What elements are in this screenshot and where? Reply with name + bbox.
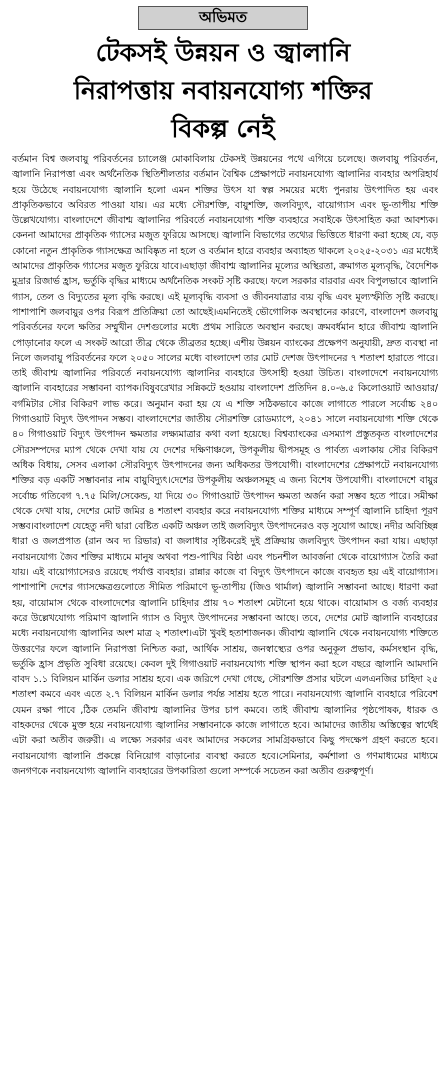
article-body: বর্তমান বিশ্ব জলবায়ু পরিবর্তনের চ্যালেঞ্জ মোকাবিলায় টেকসই উন্নয়নের পথে এগিয়ে চলেছে। জলবায়ু পরিবর্তন, জ্বালানি নিরাপত্তা এবং অর্থনৈতিক স্থিতিশীলতার বর্তমান বৈশ্বিক প্রেক্ষাপটে নবায়নযোগ্য জ্বালানির ব্যবহার অপরিহার্য হয়ে উঠেছে নবায়নযোগ্য জ্বালানি হলো এমন শক্তির উৎস যা স্বল্প সময়ের মধ্যে পুনরায় উৎপাদিত হয় এবং প্রাকৃতিকভাবে অবিরত পাওয়া যায়। এর মধ্যে সৌরশক্তি, বায়ুশক্তি, জলবিদ্যুৎ, বায়োগ্যাস এবং ভূ-তাপীয় শক্তি উল্লেখযোগ্য। বাংলাদেশে জীবাশ্ম জ্বালানির পরিবর্তে নবায়নযোগ্য শক্তি ব্যবহারে সবাইকে উৎসাহিত করা আবশ্যক। কেননা আমাদের প্রাকৃতিক গ্যাসের মজুত ফুরিয়ে আসছে। জ্বালানি বিভাগের তথ্যের ভিত্তিতে ধারণা করা হচ্ছে যে, বড় কোনো নতুন প্রাকৃতিক গ্যাসক্ষেত্র আবিষ্কৃত না হলে ও বর্তমান হারে ব্যবহার অব্যাহত থাকলে ২০২৫-২০৩১ এর মধ্যেই আমাদের প্রাকৃতিক গ্যাসের মজুত ফুরিয়ে যাবে।এছাড়া জীবাশ্ম জ্বালানির মূল্যের অস্থিরতা, ক্রমাগত মূল্যবৃদ্ধি, বৈদেশিক মুদ্রার রিজার্ভ হ্রাস, ভর্তুকি বৃদ্ধির মাধ্যমে অর্থনৈতিক সংকট সৃষ্টি করছে। ফলে সরকার বারবার এবং বিপুলভাবে জ্বালানি গ্যাস, তেল ও বিদ্যুতের মূল্য বৃদ্ধি করছে। এই মূল্যবৃদ্ধি ব্যবসা ও জীবনযাত্রার ব্যয় বৃদ্ধি এবং মূল্যস্ফীতি সৃষ্টি করছে। পাশাপাশি জলবায়ুর ওপর বিরূপ প্রতিক্রিয়া তো আছেই।এমনিতেই ভৌগোলিক অবস্থানের কারণে, বাংলাদেশ জলবায়ু পরিবর্তনের ফলে ক্ষতির সম্মুখীন দেশগুলোর মধ্যে প্রথম সারিতে অবস্থান করছে। ক্রমবর্ধমান হারে জীবাশ্ম জ্বালানি পোড়ানোর ফলে এ সংকট আরো তীব্র থেকে তীব্রতর হচ্ছে। এশীয় উন্নয়ন ব্যাংকের প্রক্ষেপণ অনুযায়ী, দ্রুত ব্যবস্থা না নিলে জলবায়ু পরিবর্তনের ফলে ২০৫০ সালের মধ্যে বাংলাদেশ তার মোট দেশজ উৎপাদনের ৭ শতাংশ হারাতে পারে। তাই জীবাশ্ম জ্বালানির পরিবর্তে নবায়নযোগ্য জ্বালানির ব্যবহারে উৎসাহী হওয়া উচিত। বাংলাদেশে নবায়নযোগ্য জ্বালানি ব্যবহারের সম্ভাবনা ব্যাপক।বিষুবরেখার সন্নিকটে হওয়ায় বাংলাদেশ প্রতিদিন ৪.০-৬.৫ কিলোওয়াট আওয়ার/বর্গমিটার সৌর বিকিরণ লাভ করে। অনুমান করা হয় যে এ শক্তি সঠিকভাবে কাজে লাগাতে পারলে সর্বোচ্চ ২৪০ গিগাওয়াট বিদ্যুৎ উৎপাদন সম্ভব। বাংলাদেশের জাতীয় সৌরশক্তি রোডম্যাপে, ২০৪১ সালে নবায়নযোগ্য শক্তি থেকে ৪০ গিগাওয়াট বিদ্যুৎ উৎপাদন ক্ষমতার লক্ষ্যমাত্রার কথা বলা হয়েছে। বিশ্বব্যাংকের এসম্যাপ প্রস্তুতকৃত বাংলাদেশের সৌরসম্পদের ম্যাপ থেকে দেখা যায় যে দেশের দক্ষিণাঞ্চলে, উপকূলীয় দ্বীপসমূহ ও পার্বত্য এলাকায় সৌর বিকিরণ অধিক বিধায়, সেসব এলাকা সৌরবিদ্যুৎ উৎপাদনের জন্য অধিকতর উপযোগী। বাংলাদেশের প্রেক্ষাপটে নবায়নযোগ্য শক্তির বড় একটি সম্ভাবনার নাম বায়ুবিদ্যুৎ।দেশের উপকূলীয় অঞ্চলসমূহ এ জন্য বিশেষ উপযোগী। বাংলাদেশে বায়ুর সর্বোচ্চ গতিবেগ ৭.৭৫ মিলি/সেকেন্ড, যা দিয়ে ৩০ গিগাওয়াট উৎপাদন ক্ষমতা অর্জন করা সম্ভব হতে পারে। সমীক্ষা থেকে দেখা যায়, দেশের মোট জমির ৪ শতাংশ ব্যবহার করে নবায়নযোগ্য শক্তির মাধ্যমে সম্পূর্ণ জ্বালানি চাহিদা পূরণ সম্ভব।বাংলাদেশ যেহেতু নদী দ্বারা বেষ্টিত একটি অঞ্চল তাই জলবিদ্যুৎ উৎপাদনেরও বড় সুযোগ আছে। নদীর অবিচ্ছিন্ন ধারা ও জলপ্রপাত (রান অব দ্য রিভার) বা জলাধার সৃষ্টিকরেই দুই প্রক্রিয়ায় জলবিদ্যুৎ উৎপাদন করা যায়। এছাড়া নবায়নযোগ্য জৈব শক্তির মাধ্যমে মানুষ অথবা পশু-পাখির বিষ্ঠা এবং পচনশীল আবর্জনা থেকে বায়োগ্যাস তৈরি করা যায়। এই বায়োগ্যাসেরও রয়েছে পর্যাপ্ত ব্যবহার। রান্নার কাজে বা বিদ্যুৎ উৎপাদনে কাজে ব্যবহৃত হয় এই বায়োগ্যাস। পাশাপাশি দেশের গ্যাসক্ষেত্রগুলোতে সীমিত পরিমাণে ভূ-তাপীয় (জিও থার্মাল) জ্বালানি সম্ভাবনা আছে। ধারণা করা হয়, বায়োমাস থেকে বাংলাদেশের জ্বালানি চাহিদার প্রায় ৭০ শতাংশ মেটানো হয়ে থাকে। বায়োমাস ও বর্জ্য ব্যবহার করে উল্লেখযোগ্য পরিমাণ জ্বালানি গ্যাস ও বিদ্যুৎ উৎপাদনের সম্ভাবনা আছে। তবে, দেশের মোট জ্বালানি ব্যবহারের মধ্যে নবায়নযোগ্য জ্বালানির অংশ মাত্র ২ শতাংশ।এটা খুবই হতাশাজনক। জীবাশ্ম জ্বালানি থেকে নবায়নযোগ্য শক্তিতে উত্তরণের ফলে জ্বালানি নিরাপত্তা নিশ্চিত করা, আর্থিক সাশ্রয়, জনস্বাস্থ্যের ওপর অনুকূল প্রভাব, কর্মসংস্থান বৃদ্ধি, ভর্তুকি হ্রাস প্রভৃতি সুবিধা রয়েছে। কেবল দুই গিগাওয়াট নবায়নযোগ্য শক্তি স্থাপন করা হলে বছরে জ্বালানি আমদানি বাবদ ১.১ বিলিয়ন মার্কিন ডলার সাশ্রয় হবে। এক জরিপে দেখা গেছে, সৌরশক্তি প্রসার ঘটলে এলএনজির চাহিদা ২৫ শতাংশ কমবে এবং এতে ২.৭ বিলিয়ন মার্কিন ডলার পর্যন্ত সাশ্রয় হতে পারে। নবায়নযোগ্য জ্বালানি ব্যবহারে পরিবেশ যেমন রক্ষা পাবে ,ঠিক তেমনি জীবাশ্ম জ্বালানির উপর চাপ কমবে। তাই জীবাশ্ম জ্বালানির পৃষ্ঠপোষক, ধারক ও বাহকদের থেকে মুক্ত হয়ে নবায়নযোগ্য জ্বালানির সম্ভাবনাকে কাজে লাগাতে হবে। আমাদের জাতীয় অস্তিত্বের স্বার্থেই এটা করা অতীব জরুরী। এ লক্ষ্যে সরকার এবং আমাদের সকলের সামগ্রিকভাবে কিছু পদক্ষেপ গ্রহণ করতে হবে।নবায়নযোগ্য জ্বালানি প্রকল্পে বিনিয়োগ বাড়ানোর ব্যবস্থা করতে হবে।সেমিনার, কর্মশালা ও গণমাধ্যমের মাধ্যমে জনগণকে নবায়নযোগ্য জ্বালানি ব্যবহারের উপকারিতা গুলো সম্পর্কে সচেতন করা অতীব গুরুত্বপূর্ণ। bbox=[12, 154, 438, 777]
headline bbox=[14, 34, 432, 150]
headline-line-1: টেকসই উন্নয়ন ও জ্বালানি bbox=[95, 38, 351, 67]
section-tag-container bbox=[0, 6, 446, 32]
headline-line-2: নিরাপত্তায় নবায়নযোগ্য শক্তির bbox=[73, 76, 373, 105]
section-tag: অভিমত bbox=[138, 6, 308, 30]
headline-line-3: বিকল্প নেই bbox=[171, 114, 275, 143]
